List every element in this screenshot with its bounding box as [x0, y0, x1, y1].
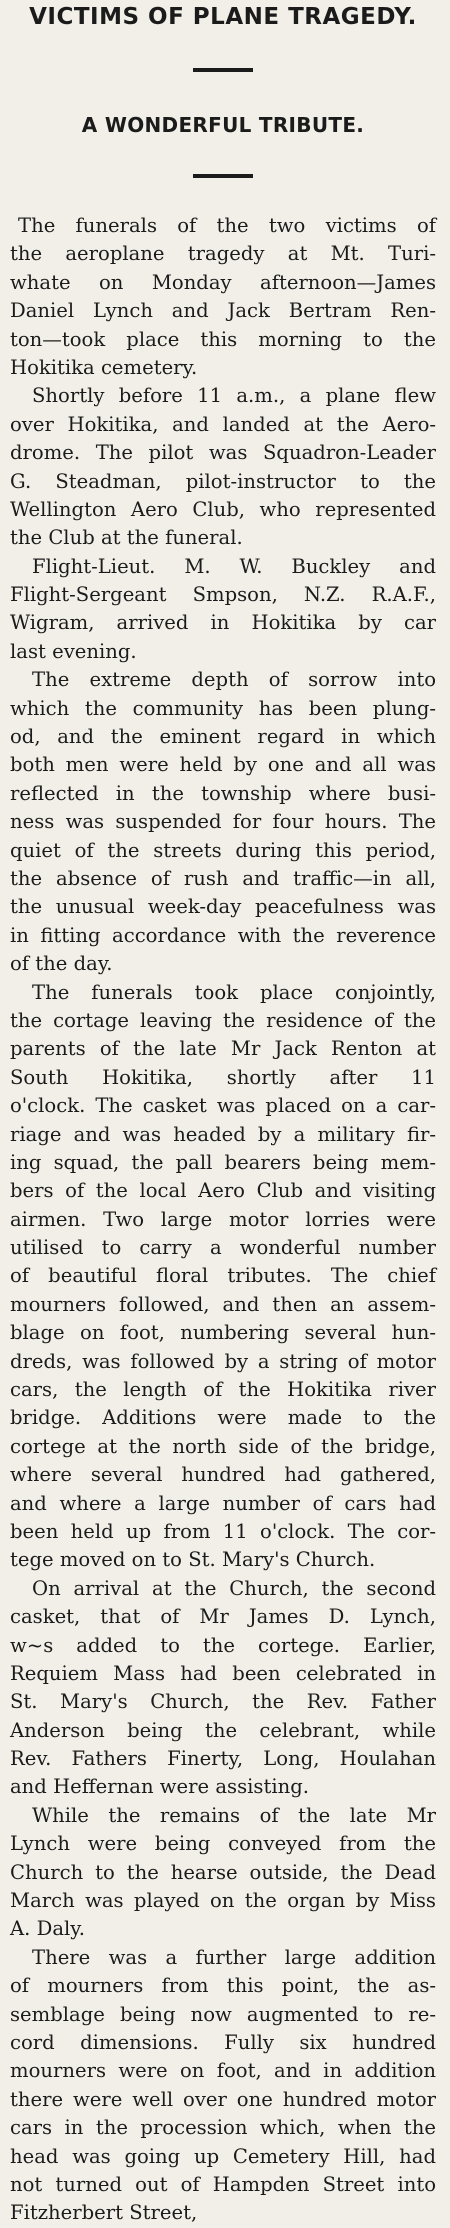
text-line: not turned out of Hampden Street into	[10, 2172, 436, 2196]
text-line: the unusual week-day peacefulness was	[10, 895, 436, 919]
text-line: of mourners from this point, the as-	[10, 1974, 436, 1998]
text-line: On arrival at the Church, the second	[32, 1576, 436, 1600]
subheadline: A WONDERFUL TRIBUTE.	[81, 113, 365, 137]
text-line: South Hokitika, shortly after 11	[10, 1065, 436, 1089]
text-line: Wigram, arrived in Hokitika by car	[10, 611, 436, 635]
text-line: ness was suspended for four hours. The	[10, 810, 436, 834]
text-line: Hokitika cemetery.	[10, 355, 198, 379]
text-line: head was going up Cemetery Hill, had	[10, 2144, 436, 2168]
text-line: The funerals took place conjointly,	[32, 980, 436, 1004]
text-line: cars in the procession which, when the	[10, 2116, 436, 2140]
text-line: whate on Monday afternoon—James	[10, 270, 436, 294]
text-line: where several hundred had gathered,	[10, 1463, 436, 1487]
text-line: the Club at the funeral.	[10, 526, 243, 550]
text-line: casket, that of Mr James D. Lynch,	[10, 1605, 436, 1629]
text-line: Lynch were being conveyed from the	[10, 1832, 436, 1856]
text-line: semblage being now augmented to re-	[10, 2002, 436, 2026]
text-line: March was played on the organ by Miss	[10, 1889, 436, 1913]
text-line: Church to the hearse outside, the Dead	[10, 1860, 436, 1884]
text-line: Daniel Lynch and Jack Bertram Ren-	[10, 299, 436, 323]
text-line: utilised to carry a wonderful number	[10, 1236, 436, 1260]
text-line: Anderson being the celebrant, while	[10, 1718, 436, 1742]
article-paragraph	[10, 1802, 436, 1944]
text-line: While the remains of the late Mr	[32, 1803, 436, 1827]
article-body	[10, 212, 436, 2228]
article-paragraph	[10, 212, 436, 382]
text-line: blage on foot, numbering several hun-	[10, 1321, 436, 1345]
text-line: Requiem Mass had been celebrated in	[10, 1661, 436, 1685]
text-line: the aeroplane tragedy at Mt. Turi-	[10, 242, 436, 266]
text-line: The funerals of the two victims of	[18, 214, 436, 237]
text-line: of the day.	[10, 952, 113, 976]
text-line: A. Daly.	[10, 1917, 85, 1941]
text-line: and where a large number of cars had	[10, 1491, 436, 1515]
text-line: od, and the eminent regard in which	[10, 725, 436, 749]
text-line: ton—took place this morning to the	[10, 327, 436, 351]
text-line: and Heffernan were assisting.	[10, 1775, 309, 1799]
text-line: cars, the length of the Hokitika river	[10, 1378, 436, 1402]
text-line: airmen. Two large motor lorries were	[10, 1207, 436, 1231]
text-line: Rev. Fathers Finerty, Long, Houlahan	[10, 1747, 436, 1771]
text-line: cord dimensions. Fully six hundred	[10, 2031, 436, 2054]
divider-rule	[193, 68, 253, 72]
article-paragraph	[10, 979, 436, 1575]
article-paragraph	[10, 666, 436, 978]
text-line: in fitting accordance with the reverence	[10, 923, 436, 947]
text-line: there were well over one hundred motor	[10, 2087, 436, 2111]
text-line: Fitzherbert Street,	[10, 2201, 198, 2225]
text-line: tege moved on to St. Mary's Church.	[10, 1548, 376, 1572]
article-paragraph	[10, 1575, 436, 1802]
text-line: been held up from 11 o'clock. The cor-	[10, 1519, 436, 1543]
text-line: bers of the local Aero Club and visiting	[10, 1179, 436, 1203]
text-line: drome. The pilot was Squadron-Leader	[10, 441, 436, 465]
text-line: quiet of the streets during this period,	[10, 838, 436, 862]
text-line: the absence of rush and traffic—in all,	[10, 866, 436, 890]
text-line: St. Mary's Church, the Rev. Father	[10, 1690, 436, 1714]
article-paragraph	[10, 382, 436, 552]
text-line: bridge. Additions were made to the	[10, 1406, 436, 1430]
text-line: parents of the late Mr Jack Renton at	[10, 1037, 436, 1061]
text-line: dreds, was followed by a string of motor	[10, 1349, 436, 1373]
text-line: The extreme depth of sorrow into	[32, 668, 436, 692]
divider-rule	[193, 174, 253, 178]
text-line: over Hokitika, and landed at the Aero-	[10, 412, 436, 436]
text-line: Shortly before 11 a.m., a plane flew	[32, 384, 436, 408]
text-line: ing squad, the pall bearers being mem-	[10, 1150, 436, 1174]
text-line: G. Steadman, pilot-instructor to the	[10, 469, 436, 493]
text-line: There was a further large addition	[32, 1945, 436, 1969]
text-line: cortege at the north side of the bridge,	[10, 1434, 436, 1458]
text-line: which the community has been plung-	[10, 696, 436, 720]
text-line: mourners were on foot, and in addition	[10, 2059, 436, 2083]
text-line: Flight-Sergeant Smpson, N.Z. R.A.F.,	[10, 583, 436, 607]
text-line: o'clock. The casket was placed on a car-	[10, 1094, 436, 1118]
text-line: of beautiful floral tributes. The chief	[10, 1264, 436, 1288]
text-line: Wellington Aero Club, who represented	[10, 497, 436, 521]
text-line: riage and was headed by a military fir-	[10, 1122, 436, 1146]
text-line: w~s added to the cortege. Earlier,	[10, 1633, 436, 1657]
article-paragraph	[10, 553, 436, 667]
text-line: last evening.	[10, 639, 137, 663]
text-line: mourners followed, and then an assem-	[10, 1292, 436, 1316]
headline: VICTIMS OF PLANE TRAGEDY.	[29, 4, 417, 30]
text-line: reflected in the township where busi-	[10, 781, 436, 805]
text-line: the cortage leaving the residence of the	[10, 1008, 436, 1032]
text-line: Flight-Lieut. M. W. Buckley and	[32, 554, 436, 578]
text-line: both men were held by one and all was	[10, 753, 436, 777]
article-paragraph	[10, 1944, 436, 2228]
